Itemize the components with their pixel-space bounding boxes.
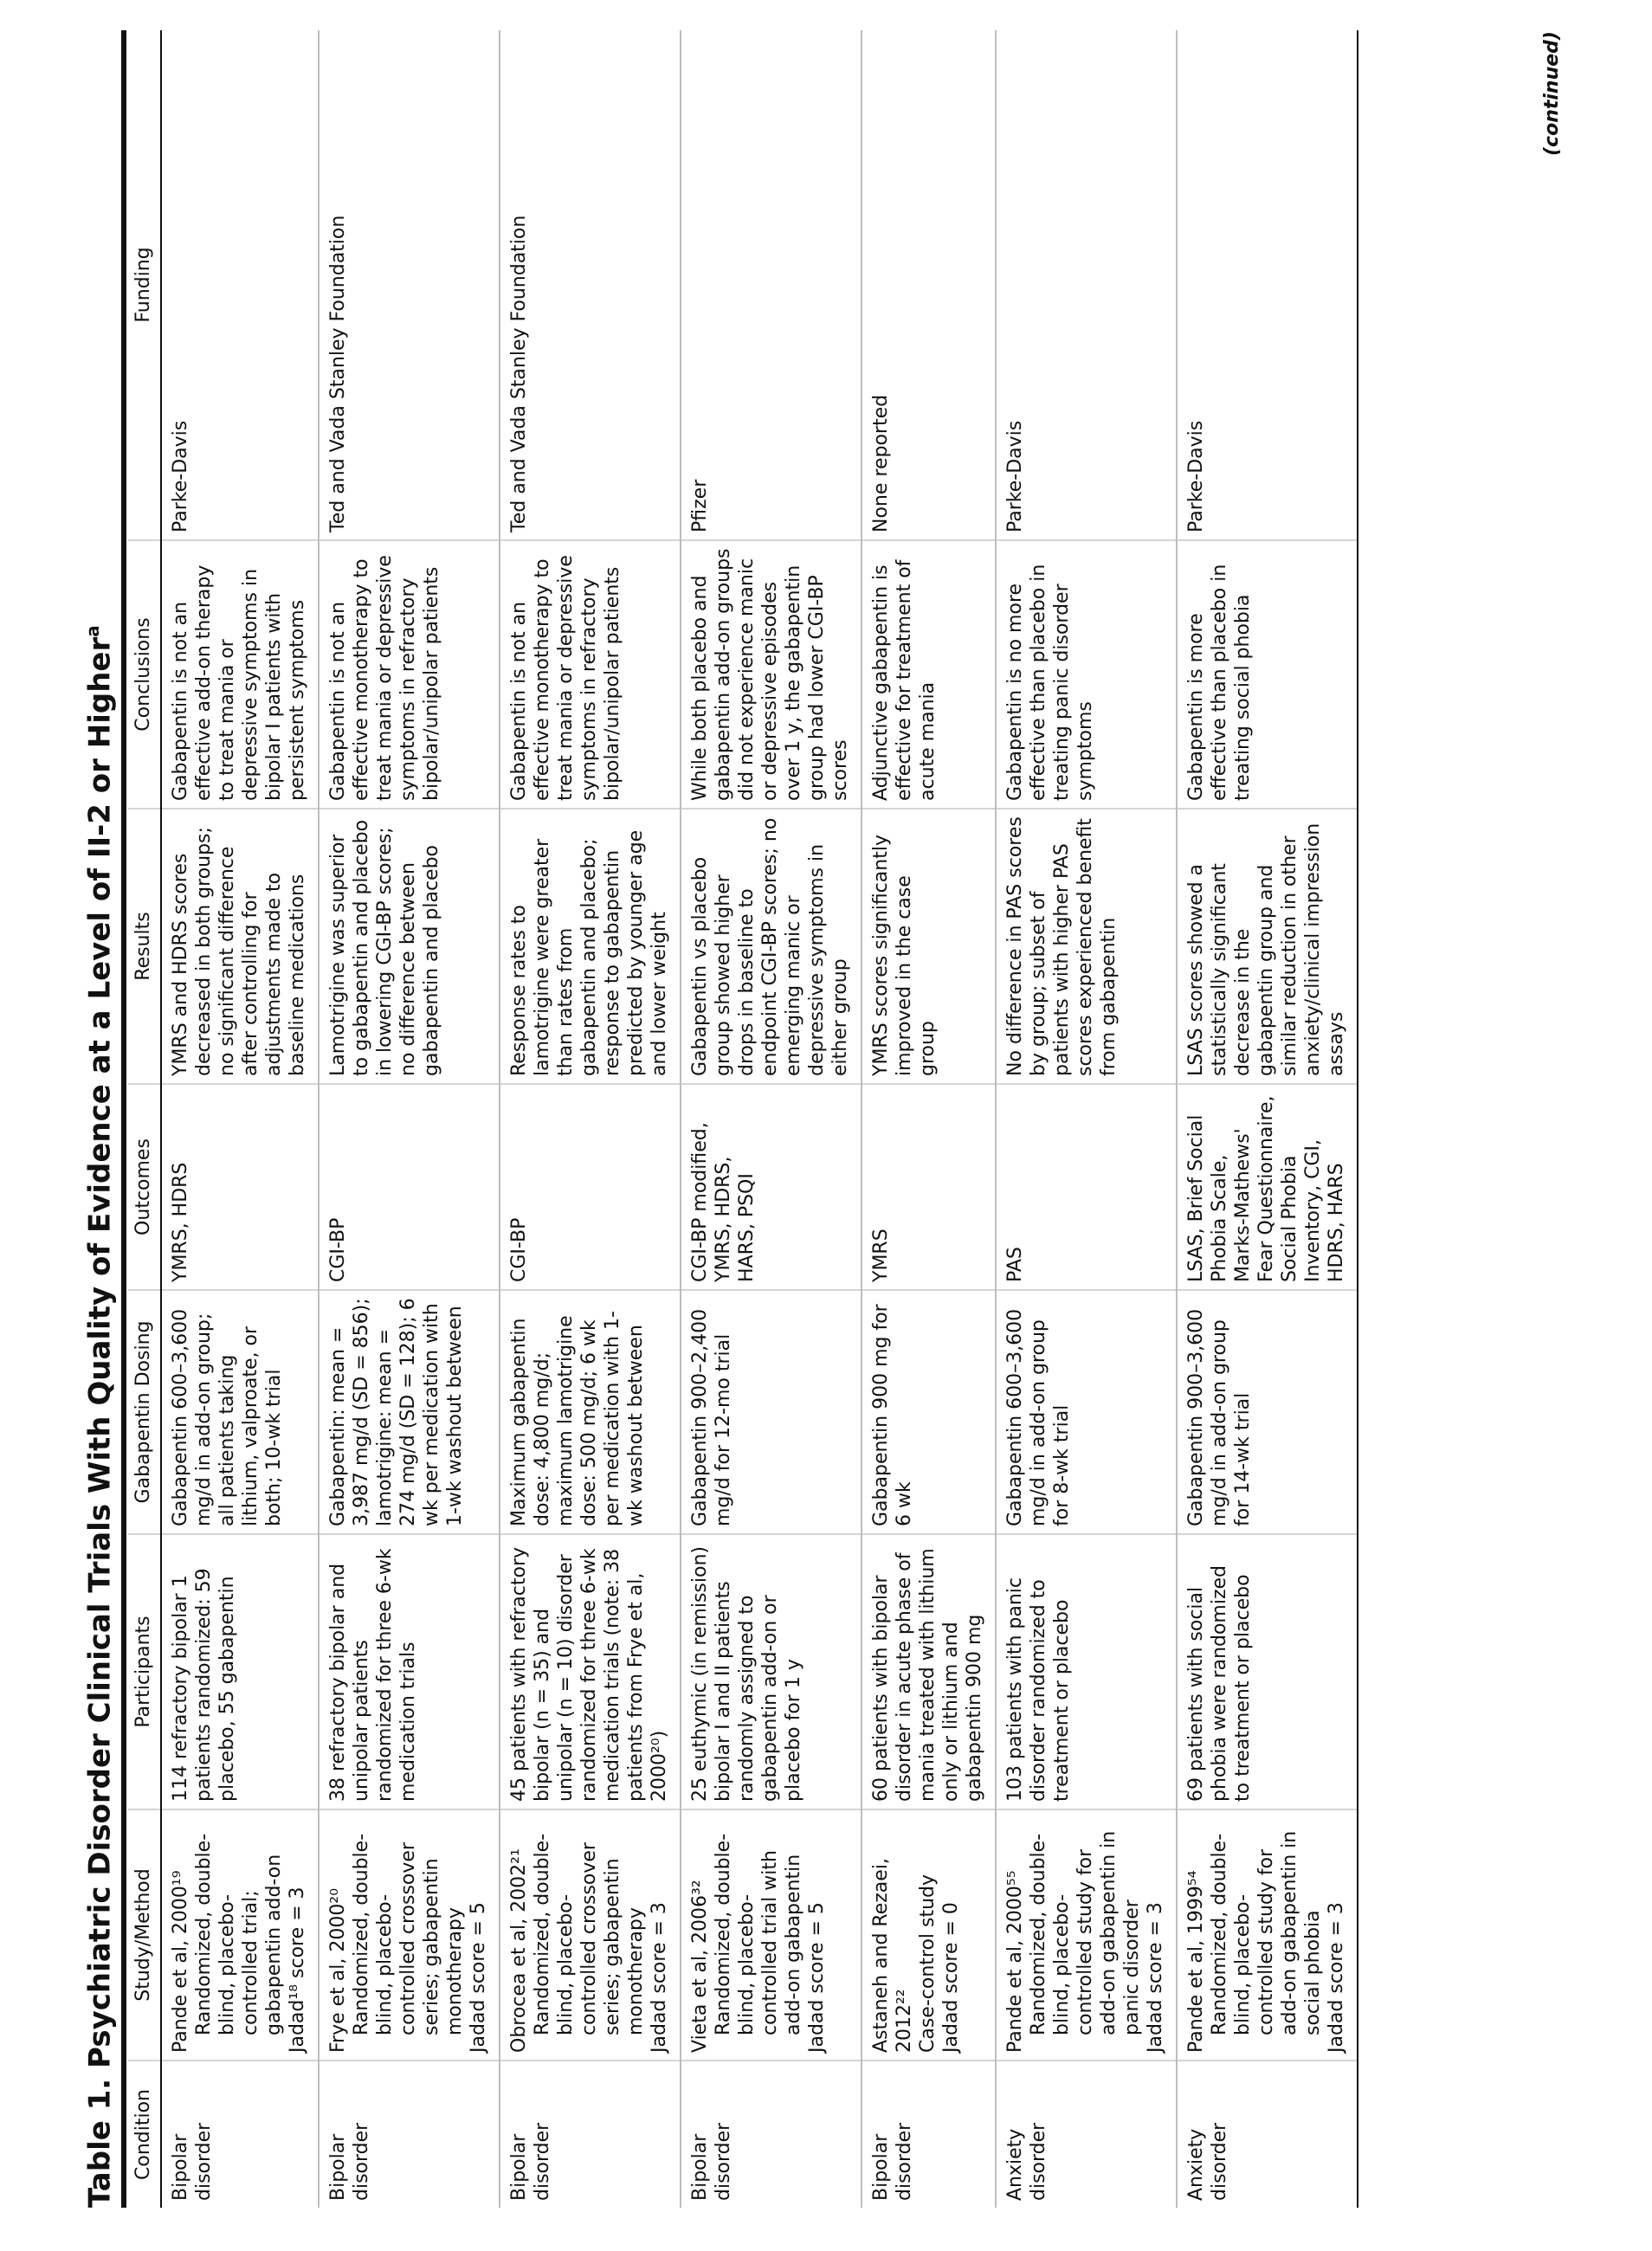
- cell-results: YMRS and HDRS scores decreased in both groups; no significant difference after controlling for adjustments made to baseline medications: [161, 809, 319, 1084]
- cell-results: YMRS scores significantly improved in the case group: [861, 809, 996, 1084]
- study-citation: Obrocea et al, 2002²¹: [508, 1848, 530, 2053]
- header-gabapentin-dosing: Gabapentin Dosing: [128, 1290, 161, 1534]
- cell-funding: Parke-Davis: [1177, 30, 1358, 540]
- cell-study-method: [161, 1809, 319, 2061]
- cell-outcomes: LSAS, Brief Social Phobia Scale, Marks-Mathews' Fear Questionnaire, Social Phobia Inventory, CGI, HDRS, HARS: [1177, 1084, 1358, 1290]
- header-funding: Funding: [128, 30, 161, 540]
- study-design: Randomized, double-blind, placebo-controlled trial with add-on gabapentin: [713, 1833, 804, 2035]
- cell-results: Lamotrigine was superior to gabapentin and placebo in lowering CGI-BP scores; no difference between gabapentin and placebo: [319, 809, 500, 1084]
- cell-outcomes: CGI-BP: [319, 1084, 500, 1290]
- cell-conclusions: While both placebo and gabapentin add-on groups did not experience manic or depressive episodes over 1 y, the gabapentin group had lower CGI-BP scores: [681, 540, 861, 809]
- table-title-footnote-mark: a: [82, 625, 103, 637]
- cell-conclusions: Gabapentin is not an effective monotherapy to treat mania or depressive symptoms in refractory bipolar/unipolar patients: [500, 540, 681, 809]
- cell-funding: Ted and Vada Stanley Foundation: [500, 30, 681, 540]
- cell-conclusions: Gabapentin is not an effective monotherapy to treat mania or depressive symptoms in refractory bipolar/unipolar patients: [319, 540, 500, 809]
- cell-funding: Ted and Vada Stanley Foundation: [319, 30, 500, 540]
- header-outcomes: Outcomes: [128, 1084, 161, 1290]
- study-design: Randomized, double-blind, placebo-controlled study for add-on gabapentin in social phobia: [1209, 1830, 1324, 2035]
- cell-funding: Parke-Davis: [161, 30, 319, 540]
- study-citation: Astaneh and Rezaei, 2012²²: [870, 1858, 915, 2053]
- cell-results: LSAS scores showed a statistically significant decrease in the gabapentin group and similar reduction in other anxiety/clinical impression assays: [1177, 809, 1358, 1084]
- cell-conclusions: Adjunctive gabapentin is effective for treatment of acute mania: [861, 540, 996, 809]
- study-jadad-score: Jadad score = 5: [468, 1902, 489, 2053]
- table-row: [996, 30, 1177, 2208]
- cell-conclusions: Gabapentin is more effective than placebo in treating social phobia: [1177, 540, 1358, 809]
- table-row: [681, 30, 861, 2208]
- study-design: Randomized, double-blind, placebo-controlled study for add-on gabapentin in panic disorder: [1028, 1830, 1143, 2035]
- study-design: Case-control study: [917, 1874, 939, 2053]
- cell-outcomes: CGI-BP: [500, 1084, 681, 1290]
- cell-study-method: [681, 1809, 861, 2061]
- cell-participants: 45 patients with refractory bipolar (n = 35) and unipolar (n = 10) disorder randomized for three 6-wk medication trials (note: 38 patients from Frye et al, 2000²⁰): [500, 1534, 681, 1809]
- cell-study-method: [861, 1809, 996, 2061]
- study-jadad-score: Jadad score = 3: [649, 1902, 670, 2053]
- cell-dosing: Maximum gabapentin dose: 4,800 mg/d; maximum lamotrigine dose: 500 mg/d; 6 wk per medication with 1-wk washout between: [500, 1290, 681, 1534]
- cell-participants: 38 refractory bipolar and unipolar patients randomized for three 6-wk medication trials: [319, 1534, 500, 1809]
- table-row: [319, 30, 500, 2208]
- cell-dosing: Gabapentin: mean = 3,987 mg/d (SD = 856); lamotrigine: mean = 274 mg/d (SD = 128); 6 wk per medication with 1-wk washout between: [319, 1290, 500, 1534]
- cell-condition: Bipolar disorder: [319, 2061, 500, 2208]
- table-row: [500, 30, 681, 2208]
- cell-condition: Bipolar disorder: [161, 2061, 319, 2208]
- study-jadad-score: Jadad score = 5: [806, 1902, 828, 2053]
- cell-study-method: [996, 1809, 1177, 2061]
- cell-participants: 114 refractory bipolar 1 patients randomized: 59 placebo, 55 gabapentin: [161, 1534, 319, 1809]
- study-design: Randomized, double-blind, placebo-controlled crossover series; gabapentin monotherapy: [532, 1833, 647, 2035]
- header-row: [128, 30, 161, 2208]
- cell-results: Gabapentin vs placebo group showed higher drops in baseline to endpoint CGI-BP scores; no emerging manic or depressive symptoms in either group: [681, 809, 861, 1084]
- cell-participants: 25 euthymic (in remission) bipolar I and II patients randomly assigned to gabapentin add-on or placebo for 1 y: [681, 1534, 861, 1809]
- cell-condition: Anxiety disorder: [996, 2061, 1177, 2208]
- study-jadad-score: Jadad¹⁸ score = 3: [287, 1887, 308, 2053]
- study-design: Randomized, double-blind, placebo-controlled trial; gabapentin add-on: [193, 1833, 285, 2035]
- study-citation: Frye et al, 2000²⁰: [327, 1887, 349, 2053]
- cell-outcomes: YMRS, HDRS: [161, 1084, 319, 1290]
- cell-condition: Anxiety disorder: [1177, 2061, 1358, 2208]
- cell-funding: Parke-Davis: [996, 30, 1177, 540]
- cell-funding: None reported: [861, 30, 996, 540]
- study-citation: Pande et al, 2000¹⁹: [170, 1870, 191, 2053]
- cell-outcomes: PAS: [996, 1084, 1177, 1290]
- cell-outcomes: CGI-BP modified, YMRS, HDRS, HARS, PSQI: [681, 1084, 861, 1290]
- cell-conclusions: Gabapentin is not an effective add-on therapy to treat mania or depressive symptoms in bipolar I patients with persistent symptoms: [161, 540, 319, 809]
- cell-dosing: Gabapentin 600–3,600 mg/d in add-on group for 8-wk trial: [996, 1290, 1177, 1534]
- study-jadad-score: Jadad score = 3: [1145, 1902, 1166, 2053]
- table-row: [1177, 30, 1358, 2208]
- continued-label: (continued): [1541, 31, 1563, 156]
- cell-study-method: [500, 1809, 681, 2061]
- cell-condition: Bipolar disorder: [500, 2061, 681, 2208]
- cell-conclusions: Gabapentin is no more effective than placebo in treating panic disorder symptoms: [996, 540, 1177, 809]
- header-condition: Condition: [128, 2061, 161, 2208]
- cell-results: Response rates to lamotrigine were greater than rates from gabapentin and placebo; response to gabapentin predicted by younger age and lower weight: [500, 809, 681, 1084]
- table-row: [161, 30, 319, 2208]
- header-participants: Participants: [128, 1534, 161, 1809]
- header-results: Results: [128, 809, 161, 1084]
- table-title-text: Table 1. Psychiatric Disorder Clinical Trials With Quality of Evidence at a Level of II-2 or Higher: [82, 636, 118, 2208]
- cell-dosing: Gabapentin 900 mg for 6 wk: [861, 1290, 996, 1534]
- study-citation: Pande et al, 2000⁵⁵: [1004, 1870, 1026, 2053]
- cell-outcomes: YMRS: [861, 1084, 996, 1290]
- table-title: [82, 625, 117, 2208]
- cell-study-method: [1177, 1809, 1358, 2061]
- cell-participants: 69 patients with social phobia were randomized to treatment or placebo: [1177, 1534, 1358, 1809]
- cell-dosing: Gabapentin 900–2,400 mg/d for 12-mo trial: [681, 1290, 861, 1534]
- cell-dosing: Gabapentin 900–3,600 mg/d in add-on group for 14-wk trial: [1177, 1290, 1358, 1534]
- cell-condition: Bipolar disorder: [861, 2061, 996, 2208]
- study-jadad-score: Jadad score = 3: [1326, 1902, 1347, 2053]
- cell-study-method: [319, 1809, 500, 2061]
- cell-participants: 60 patients with bipolar disorder in acute phase of mania treated with lithium only or lithium and gabapentin 900 mg: [861, 1534, 996, 1809]
- cell-dosing: Gabapentin 600–3,600 mg/d in add-on group; all patients taking lithium, valproate, or both; 10-wk trial: [161, 1290, 319, 1534]
- header-conclusions: Conclusions: [128, 540, 161, 809]
- cell-condition: Bipolar disorder: [681, 2061, 861, 2208]
- table-row: [861, 30, 996, 2208]
- cell-participants: 103 patients with panic disorder randomized to treatment or placebo: [996, 1534, 1177, 1809]
- evidence-table: [128, 30, 1358, 2208]
- study-jadad-score: Jadad score = 0: [940, 1902, 962, 2053]
- study-design: Randomized, double-blind, placebo-controlled crossover series; gabapentin monotherapy: [351, 1833, 466, 2035]
- cell-funding: Pfizer: [681, 30, 861, 540]
- study-citation: Vieta et al, 2006³²: [689, 1880, 711, 2053]
- study-citation: Pande et al, 1999⁵⁴: [1185, 1870, 1207, 2053]
- top-rule: [121, 30, 126, 2208]
- header-study-method: Study/Method: [128, 1809, 161, 2061]
- cell-results: No difference in PAS scores by group; subset of patients with higher PAS scores experienced benefit from gabapentin: [996, 809, 1177, 1084]
